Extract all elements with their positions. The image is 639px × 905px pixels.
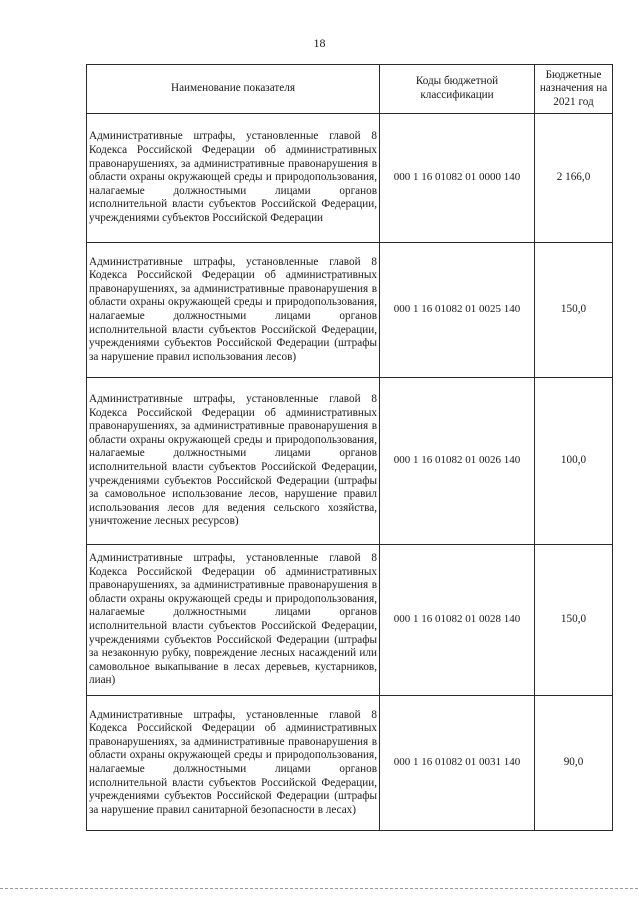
header-indicator-name: Наименование показателя [87,65,380,114]
budget-code-cell: 000 1 16 01082 01 0028 140 [380,545,535,696]
table-row [87,696,613,831]
budget-value-cell: 150,0 [535,545,613,696]
indicator-name-cell: Административные штрафы, установленные главой 8 Кодекса Российской Федерации об административных правонарушениях, за административные правонарушения в области охраны окружающей среды и природопользования, налагаемые должностными лицами органов исполнительной власти субъектов Российской Федерации, учреждениями субъектов Российской Федерации (штрафы за нарушение правил использования лесов) [87,243,380,378]
budget-code-cell: 000 1 16 01082 01 0000 140 [380,114,535,243]
indicator-name-cell: Административные штрафы, установленные главой 8 Кодекса Российской Федерации об административных правонарушениях, за административные правонарушения в области охраны окружающей среды и природопользования, налагаемые должностными лицами органов исполнительной власти субъектов Российской Федерации, учреждениями субъектов Российской Федерации (штрафы за самовольное использование лесов, нарушение правил использования лесов для ведения сельского хозяйства, уничтожение лесных ресурсов) [87,378,380,545]
indicator-name-cell: Административные штрафы, установленные главой 8 Кодекса Российской Федерации об административных правонарушениях, за административные правонарушения в области охраны окружающей среды и природопользования, налагаемые должностными лицами органов исполнительной власти субъектов Российской Федерации, учреждениями субъектов Российской Федерации (штрафы за незаконную рубку, повреждение лесных насаждений или самовольное выкапывание в лесах деревьев, кустарников, лиан) [87,545,380,696]
budget-value-cell: 90,0 [535,696,613,831]
budget-value-cell: 2 166,0 [535,114,613,243]
header-budget-value: Бюджетные назначения на 2021 год [535,65,613,114]
indicator-name-cell: Административные штрафы, установленные главой 8 Кодекса Российской Федерации об административных правонарушениях, за административные правонарушения в области охраны окружающей среды и природопользования, налагаемые должностными лицами органов исполнительной власти субъектов Российской Федерации, учреждениями субъектов Российской Федерации (штрафы за нарушение правил санитарной безопасности в лесах) [87,696,380,831]
budget-value-cell: 100,0 [535,378,613,545]
budget-value-cell: 150,0 [535,243,613,378]
budget-code-cell: 000 1 16 01082 01 0025 140 [380,243,535,378]
table-header-row [87,65,613,114]
budget-table [86,64,613,831]
header-budget-code: Коды бюджетной классификации [380,65,535,114]
budget-code-cell: 000 1 16 01082 01 0026 140 [380,378,535,545]
table-row [87,545,613,696]
scan-edge-line [0,888,639,889]
table-row [87,378,613,545]
budget-code-cell: 000 1 16 01082 01 0031 140 [380,696,535,831]
page-number: 18 [313,36,326,50]
table-row [87,243,613,378]
indicator-name-cell: Административные штрафы, установленные главой 8 Кодекса Российской Федерации об административных правонарушениях, за административные правонарушения в области охраны окружающей среды и природопользования, налагаемые должностными лицами органов исполнительной власти субъектов Российской Федерации, учреждениями субъектов Российской Федерации [87,114,380,243]
table-row [87,114,613,243]
